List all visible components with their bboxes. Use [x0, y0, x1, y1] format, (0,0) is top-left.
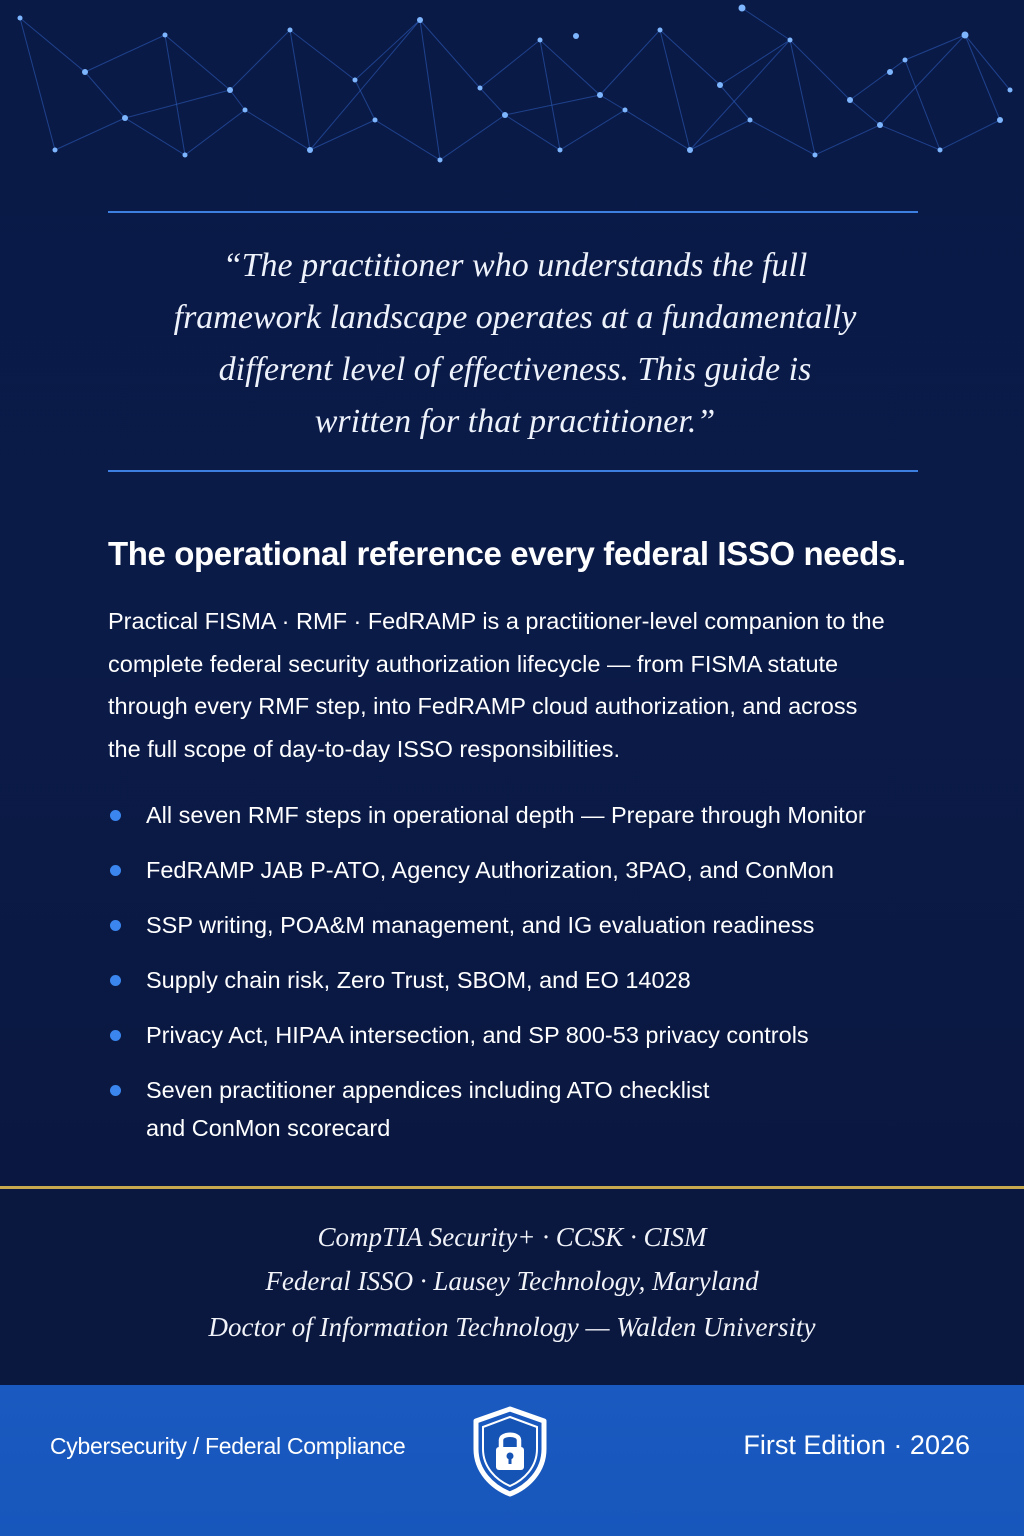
list-item — [108, 796, 948, 834]
footer-band — [0, 1385, 1024, 1536]
credentials-certifications: CompTIA Security+ · CCSK · CISM — [317, 1222, 707, 1252]
pull-quote-line: different level of effectiveness. This guide is — [218, 351, 812, 388]
pull-quote-line: framework landscape operates at a fundamentally — [173, 299, 857, 336]
bullet-dot-icon — [110, 1030, 121, 1041]
list-item-text: SSP writing, POA&M management, and IG evaluation readiness — [146, 912, 815, 938]
intro-line: the full scope of day-to-day ISSO responsibilities. — [108, 735, 621, 762]
edition-label: First Edition · 2026 — [743, 1430, 970, 1460]
list-item — [108, 906, 948, 944]
feature-list — [108, 796, 948, 1164]
shield-lock-icon — [470, 1405, 550, 1497]
pull-quote — [120, 240, 910, 448]
list-item — [108, 961, 948, 999]
list-item — [108, 851, 948, 889]
list-item-text: Seven practitioner appendices including ATO checklist — [146, 1077, 710, 1103]
intro-line: through every RMF step, into FedRAMP cloud authorization, and across — [108, 693, 858, 719]
bullet-dot-icon — [110, 1085, 121, 1096]
list-item-text: Supply chain risk, Zero Trust, SBOM, and EO 14028 — [146, 967, 691, 993]
pull-quote-line: “The practitioner who understands the full — [222, 247, 808, 284]
bullet-dot-icon — [110, 865, 121, 876]
intro-line: Practical FISMA · RMF · FedRAMP is a practitioner-level companion to the — [108, 608, 885, 634]
headline: The operational reference every federal ISSO needs. — [108, 535, 906, 572]
list-item — [108, 1071, 948, 1147]
list-item-text: All seven RMF steps in operational depth — Prepare through Monitor — [146, 802, 866, 828]
network-background-graphic — [0, 0, 1024, 200]
quote-top-rule — [108, 211, 918, 213]
intro-paragraph — [108, 600, 938, 770]
credentials-role: Federal ISSO · Lausey Technology, Maryland — [265, 1266, 759, 1296]
list-item-text: FedRAMP JAB P-ATO, Agency Authorization, 3PAO, and ConMon — [146, 857, 834, 883]
list-item-text-continued: and ConMon scorecard — [146, 1115, 391, 1141]
quote-bottom-rule — [108, 470, 918, 472]
bullet-dot-icon — [110, 920, 121, 931]
gold-divider — [0, 1186, 1024, 1189]
pull-quote-line: written for that practitioner.” — [314, 403, 716, 440]
intro-line: complete federal security authorization lifecycle — from FISMA statute — [108, 650, 839, 677]
category-label: Cybersecurity / Federal Compliance — [50, 1433, 406, 1459]
list-item-text: Privacy Act, HIPAA intersection, and SP 800-53 privacy controls — [146, 1022, 809, 1048]
credentials-degree: Doctor of Information Technology — Walden University — [208, 1312, 816, 1342]
bullet-dot-icon — [110, 810, 121, 821]
bullet-dot-icon — [110, 975, 121, 986]
list-item — [108, 1016, 948, 1054]
